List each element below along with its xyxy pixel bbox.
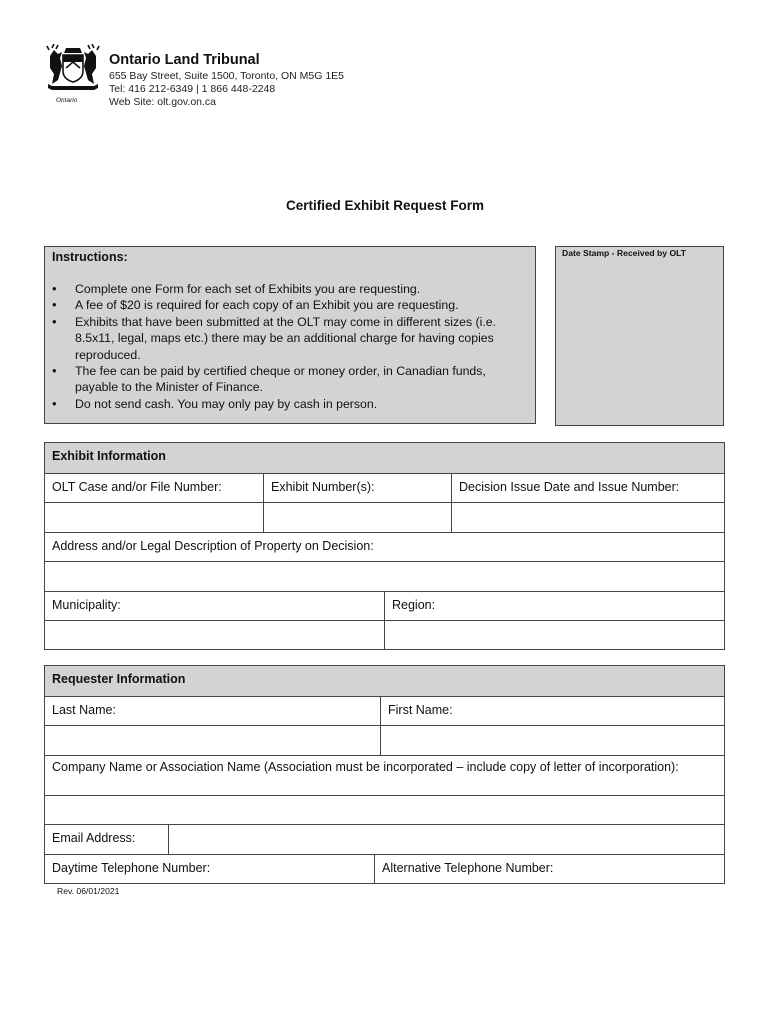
- name-input-row: [45, 725, 724, 755]
- address-label-row: [45, 532, 724, 561]
- alternative-phone-label: Alternative Telephone Number:: [374, 855, 724, 883]
- exhibit-information-table: [44, 442, 725, 650]
- case-number-label: OLT Case and/or File Number:: [52, 480, 222, 494]
- company-name-label: Company Name or Association Name (Association must be incorporated – include copy of letter of incorporation):: [52, 760, 679, 774]
- exhibit-header-row: [45, 443, 724, 473]
- property-address-field[interactable]: [45, 562, 724, 591]
- organization-address: 655 Bay Street, Suite 1500, Toronto, ON M5G 1E5: [109, 70, 345, 82]
- instruction-item: • A fee of $20 is required for each copy of an Exhibit you are requesting.: [52, 297, 530, 313]
- decision-date-label: Decision Issue Date and Issue Number:: [451, 474, 724, 502]
- instructions-box: [44, 246, 536, 424]
- region-label: Region:: [384, 592, 724, 620]
- last-name-field[interactable]: [45, 726, 380, 755]
- daytime-phone-label: Daytime Telephone Number:: [52, 861, 211, 875]
- instruction-item: • Do not send cash. You may only pay by cash in person.: [52, 396, 530, 412]
- exhibit-numbers-field[interactable]: [263, 503, 451, 532]
- property-address-label: Address and/or Legal Description of Property on Decision:: [52, 539, 374, 553]
- first-name-label: First Name:: [380, 697, 724, 725]
- exhibit-label-row: [45, 473, 724, 502]
- requester-section-title: Requester Information: [52, 672, 186, 686]
- exhibit-input-row: [45, 502, 724, 532]
- phone-row: [45, 854, 724, 883]
- organization-name: Ontario Land Tribunal: [109, 52, 260, 68]
- municipality-input-row: [45, 620, 724, 649]
- instruction-item: • The fee can be paid by certified cheque or money order, in Canadian funds, payable to the Minister of Finance.: [52, 363, 530, 396]
- name-label-row: [45, 696, 724, 725]
- municipality-field[interactable]: [45, 621, 384, 649]
- date-stamp-label: Date Stamp - Received by OLT: [562, 248, 687, 258]
- email-label: Email Address:: [52, 831, 136, 845]
- first-name-field[interactable]: [380, 726, 724, 755]
- organization-website: Web Site: olt.gov.on.ca: [109, 96, 217, 108]
- address-input-row: [45, 561, 724, 591]
- company-input-row: [45, 795, 724, 824]
- requester-information-table: [44, 665, 725, 884]
- municipality-label: Municipality:: [52, 598, 121, 612]
- instructions-title: Instructions:: [52, 250, 128, 264]
- instruction-item: • Complete one Form for each set of Exhibits you are requesting.: [52, 281, 530, 297]
- exhibit-numbers-label: Exhibit Number(s):: [263, 474, 451, 502]
- revision-date: Rev. 06/01/2021: [57, 886, 120, 896]
- company-label-row: [45, 755, 724, 795]
- instructions-list: [52, 281, 530, 412]
- last-name-label: Last Name:: [52, 703, 116, 717]
- company-name-field[interactable]: [45, 796, 724, 824]
- organization-phone: Tel: 416 212-6349 | 1 866 448-2248: [109, 83, 276, 95]
- form-title: Certified Exhibit Request Form: [285, 198, 485, 213]
- case-number-field[interactable]: [45, 503, 263, 532]
- email-row: [45, 824, 724, 854]
- instruction-item: • Exhibits that have been submitted at the OLT may come in different sizes (i.e. 8.5x11, legal, maps etc.) there may be an additional charge for having copies reproduced.: [52, 314, 530, 363]
- email-field[interactable]: [168, 825, 724, 854]
- date-stamp-box: [555, 246, 724, 426]
- municipality-label-row: [45, 591, 724, 620]
- requester-header-row: [45, 666, 724, 696]
- region-field[interactable]: [384, 621, 724, 649]
- decision-date-field[interactable]: [451, 503, 724, 532]
- logo-caption: Ontario: [56, 97, 78, 104]
- exhibit-section-title: Exhibit Information: [52, 449, 166, 463]
